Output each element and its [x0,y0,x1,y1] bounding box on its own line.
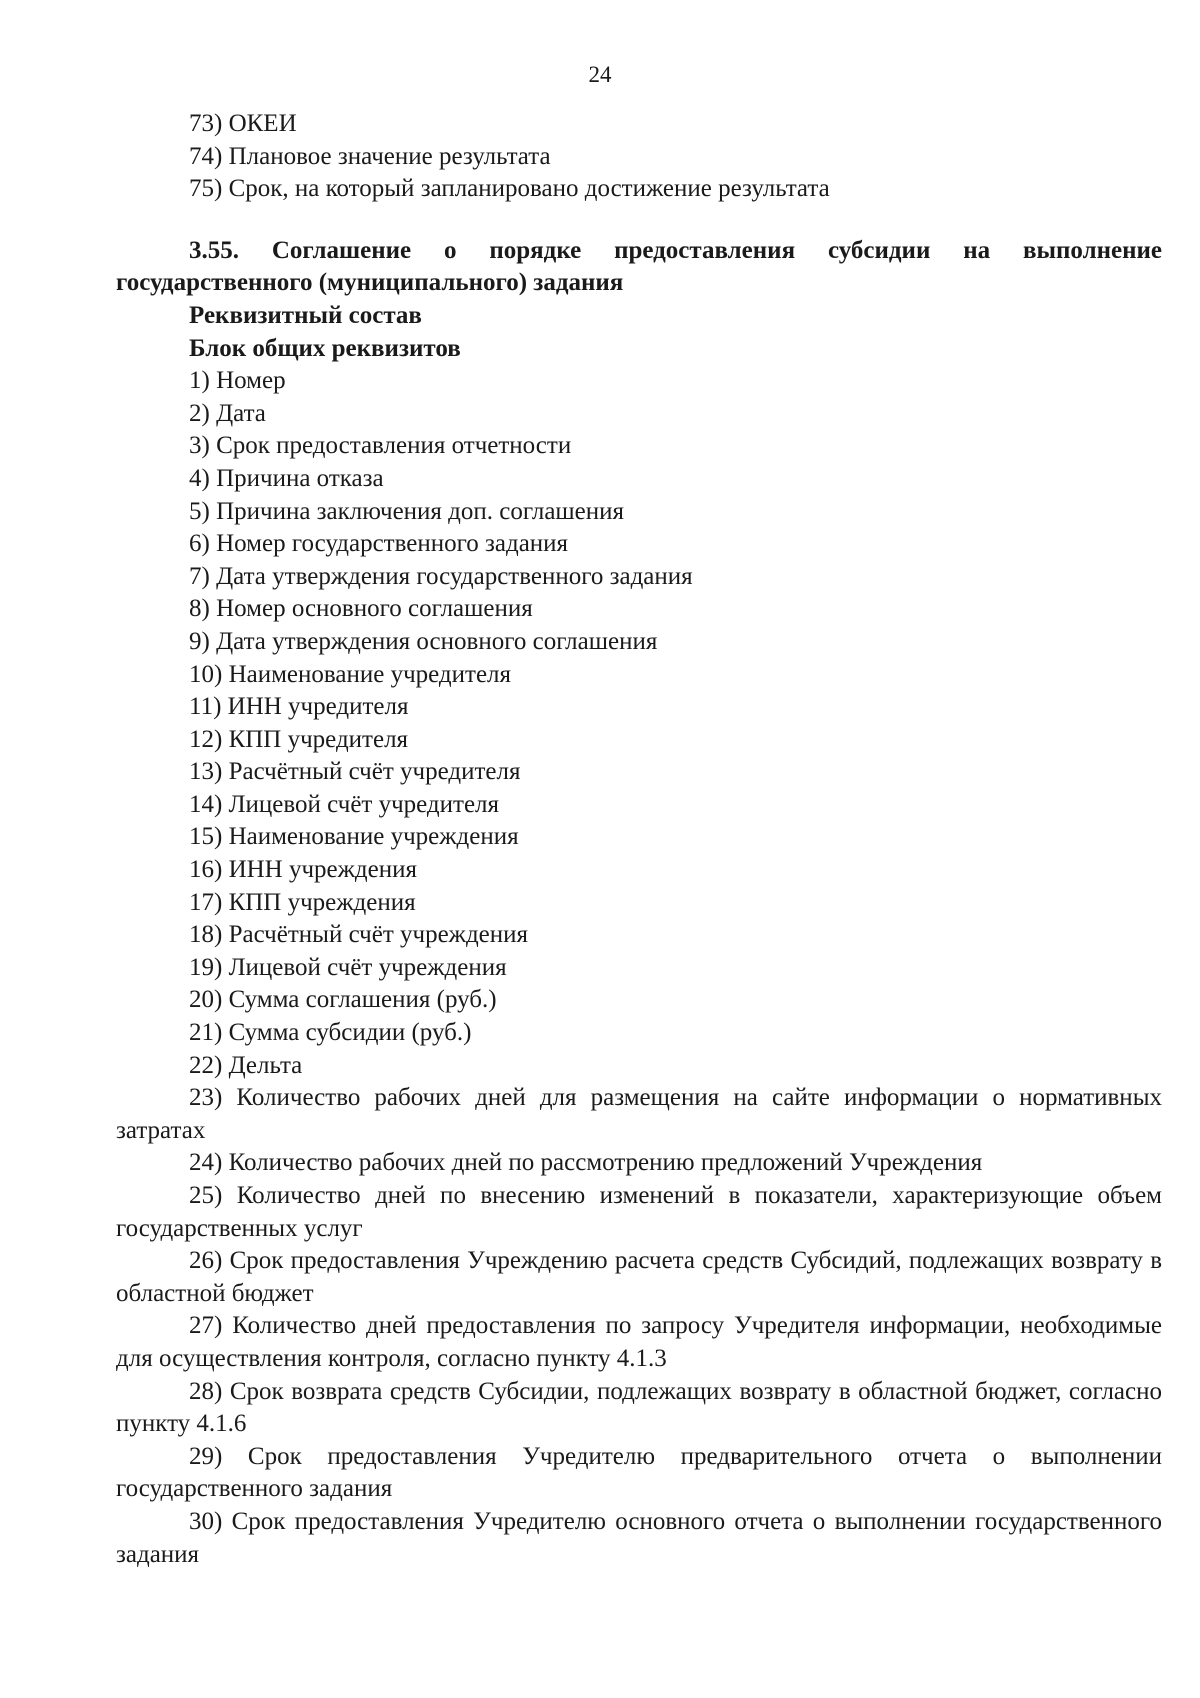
page-number: 24 [588,62,612,87]
list-item: 12) КПП учредителя [189,725,409,753]
list-item: 21) Сумма субсидии (руб.) [189,1019,472,1047]
list-item: 26) Срок предоставления Учреждению расчета средств Субсидий, подлежащих возврату в областной бюджет [116,1247,1162,1307]
list-item: 73) ОКЕИ [189,110,297,137]
list-item: 29) Срок предоставления Учредителю предварительного отчета о выполнении государственного задания [116,1442,1162,1503]
list-item: 74) Плановое значение результата [189,142,551,170]
list-item: 5) Причина заключения доп. соглашения [189,497,625,525]
list-item: 3) Срок предоставления отчетности [189,432,572,460]
list-item: 22) Дельта [189,1051,303,1079]
list-item: 75) Срок, на который запланировано достижение результата [189,175,830,203]
page-content [116,108,1162,1571]
section-gap [116,206,1162,235]
list-item: 19) Лицевой счёт учреждения [189,953,507,981]
list-item: 8) Номер основного соглашения [189,595,533,623]
list-item: 25) Количество дней по внесению изменений в показатели, характеризующие объем государственных услуг [116,1182,1162,1242]
list-item: 2) Дата [189,399,266,427]
list-item: 30) Срок предоставления Учредителю основного отчета о выполнении государственного задания [116,1507,1162,1568]
list-item: 18) Расчётный счёт учреждения [189,921,529,949]
list-item: 15) Наименование учреждения [189,823,519,851]
list-item: 9) Дата утверждения основного соглашения [189,627,658,655]
section-heading: 3.55. Соглашение о порядке предоставления субсидии на выполнение государственного (муниципального) задания [116,236,1162,297]
list-item: 4) Причина отказа [189,464,384,492]
list-item: 23) Количество рабочих дней для размещения на сайте информации о нормативных затратах [116,1084,1162,1144]
list-item: 13) Расчётный счёт учредителя [189,758,521,786]
list-item: 27) Количество дней предоставления по запросу Учредителя информации, необходимые для осуществления контроля, согласно пункту 4.1.3 [116,1312,1162,1372]
list-item: 24) Количество рабочих дней по рассмотрению предложений Учреждения [189,1149,983,1177]
list-item: 16) ИНН учреждения [189,856,418,884]
list-item: 20) Сумма соглашения (руб.) [189,986,497,1014]
list-item: 17) КПП учреждения [189,888,416,916]
section-subheading: Реквизитный состав [189,301,422,329]
list-item: 1) Номер [189,367,286,395]
list-item: 10) Наименование учредителя [189,660,512,688]
list-item: 7) Дата утверждения государственного задания [189,562,693,590]
list-item: 11) ИНН учредителя [189,693,409,721]
block-subheading: Блок общих реквизитов [189,334,461,362]
list-item: 6) Номер государственного задания [189,530,569,558]
list-item: 14) Лицевой счёт учредителя [189,790,500,818]
list-item: 28) Срок возврата средств Субсидии, подлежащих возврату в областной бюджет, согласно пункту 4.1.6 [116,1377,1162,1438]
